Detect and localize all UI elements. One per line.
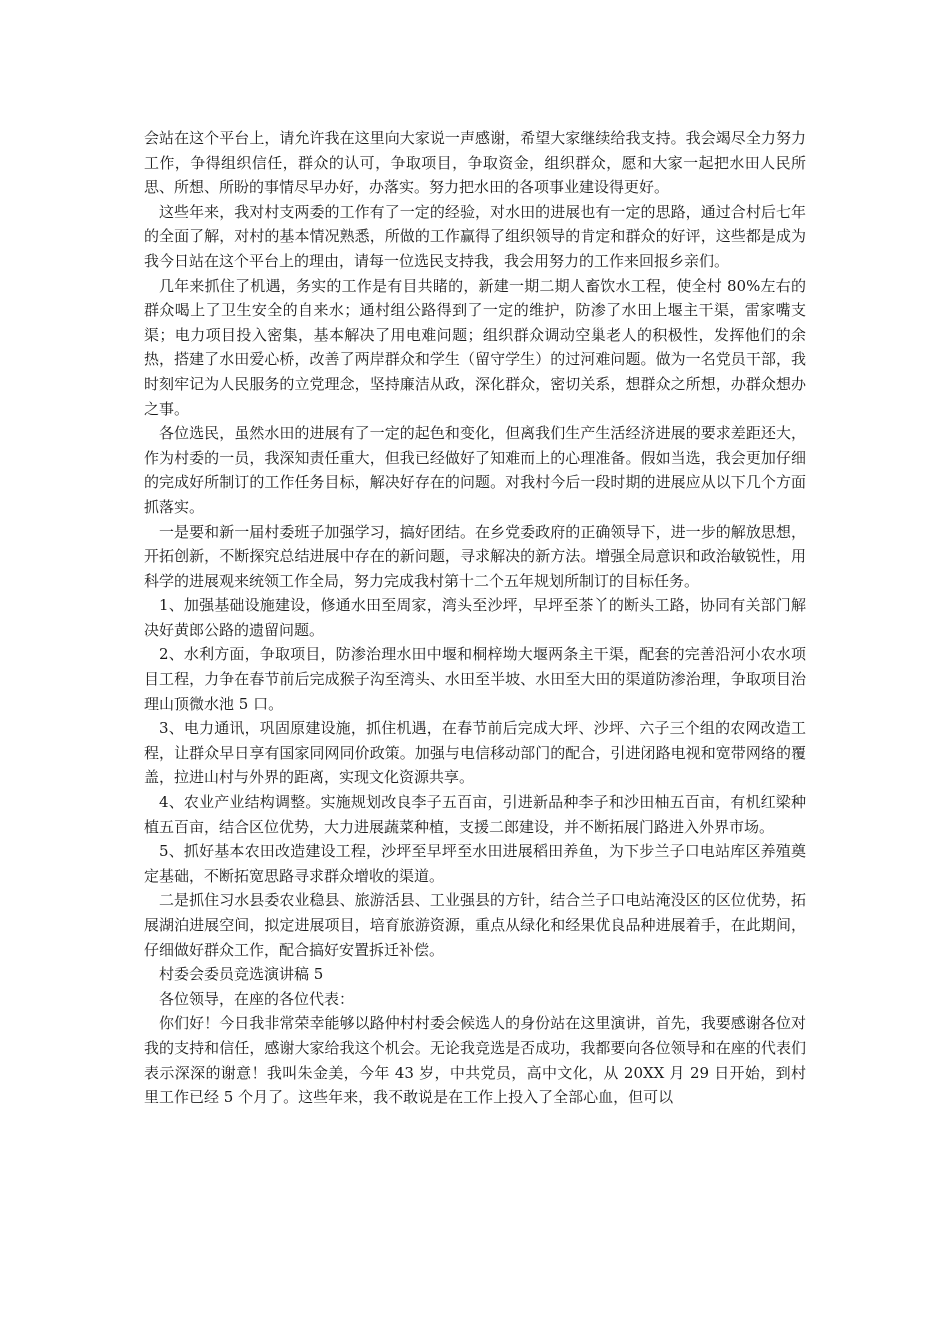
paragraph-4: 各位选民，虽然水田的进展有了一定的起色和变化，但离我们生产生活经济进展的要求差距还大，作为村委的一员，我深知责任重大，但我已经做好了知难而上的心理准备。假如当选，我会更加仔细的完成好所制订的工作任务目标，解决好存在的问题。对我村今后一段时期的进展应从以下几个方面抓落实。 — [144, 424, 806, 516]
document-page — [144, 126, 806, 1110]
paragraph-1: 会站在这个平台上，请允许我在这里向大家说一声感谢，希望大家继续给我支持。我会竭尽全力努力工作，争得组织信任，群众的认可，争取项目，争取资金，组织群众，愿和大家一起把水田人民所思、所想、所盼的事情尽早办好，办落实。努力把水田的各项事业建设得更好。 — [144, 129, 806, 197]
section-title: 村委会委员竞选演讲稿 5 — [159, 965, 324, 984]
list-item-4: 4、农业产业结构调整。实施规划改良李子五百亩，引进新品种李子和沙田柚五百亩，有机红梁种植五百亩，结合区位优势，大力进展蔬菜种植，支援二郎建设，并不断拓展门路进入外界市场。 — [144, 793, 806, 836]
list-item-3: 3、电力通讯，巩固原建设施，抓住机遇，在春节前后完成大坪、沙坪、六子三个组的农网改造工程，让群众早日享有国家同网同价政策。加强与电信移动部门的配合，引进闭路电视和宽带网络的覆盖，拉进山村与外界的距离，实现文化资源共享。 — [144, 719, 806, 787]
list-item-5: 5、抓好基本农田改造建设工程，沙坪至早坪至水田进展稻田养鱼，为下步兰子口电站库区养殖奠定基础，不断拓宽思路寻求群众增收的渠道。 — [144, 842, 806, 885]
paragraph-6: 二是抓住习水县委农业稳县、旅游活县、工业强县的方针，结合兰子口电站淹没区的区位优势，拓展湖泊进展空间，拟定进展项目，培育旅游资源，重点从绿化和经果优良品种进展着手，在此期间，仔细做好群众工作，配合搞好安置拆迁补偿。 — [144, 891, 806, 959]
paragraph-2: 这些年来，我对村支两委的工作有了一定的经验，对水田的进展也有一定的思路，通过合村后七年的全面了解，对村的基本情况熟悉，所做的工作赢得了组织领导的肯定和群众的好评，这些都是成为我今日站在这个平台上的理由，请每一位选民支持我，我会用努力的工作来回报乡亲们。 — [144, 202, 806, 270]
paragraph-5: 一是要和新一届村委班子加强学习，搞好团结。在乡党委政府的正确领导下，进一步的解放思想，开拓创新，不断探究总结进展中存在的新问题，寻求解决的新方法。增强全局意识和政治敏锐性，用科学的进展观来统领工作全局，努力完成我村第十二个五年规划所制订的目标任务。 — [144, 522, 806, 590]
salutation: 各位领导，在座的各位代表： — [159, 989, 355, 1008]
list-item-1: 1、加强基础设施建设，修通水田至周家，湾头至沙坪，早坪至茶丫的断头工路，协同有关部门解决好黄郎公路的遗留问题。 — [144, 596, 806, 639]
paragraph-7: 你们好！今日我非常荣幸能够以路仲村村委会候选人的身份站在这里演讲，首先，我要感谢各位对我的支持和信任，感谢大家给我这个机会。无论我竞选是否成功，我都要向各位领导和在座的代表们表示深深的谢意！我叫朱金美，今年 43 岁，中共党员，高中文化，从 20XX 月 29 日开始，到村里工作已经 5 个月了。这些年来，我不敢说是在工作上投入了全部心血，但可以 — [144, 1014, 806, 1107]
paragraph-3: 几年来抓住了机遇，务实的工作是有目共睹的，新建一期二期人畜饮水工程，使全村 80%左右的群众喝上了卫生安全的自来水；通村组公路得到了一定的维护，防渗了水田上堰主干渠，雷家嘴支渠；电力项目投入密集，基本解决了用电难问题；组织群众调动空巢老人的积极性，发挥他们的余热，搭建了水田爱心桥，改善了两岸群众和学生（留守学生）的过河难问题。做为一名党员干部，我时刻牢记为人民服务的立党理念，坚持廉洁从政，深化群众，密切关系，想群众之所想，办群众想办之事。 — [144, 276, 806, 418]
list-item-2: 2、水利方面，争取项目，防渗治理水田中堰和桐梓坳大堰两条主干渠，配套的完善沿河小农水项目工程，力争在春节前后完成猴子沟至湾头、水田至半坡、水田至大田的渠道防渗治理，争取项目治理山顶微水池 5 口。 — [144, 645, 806, 713]
